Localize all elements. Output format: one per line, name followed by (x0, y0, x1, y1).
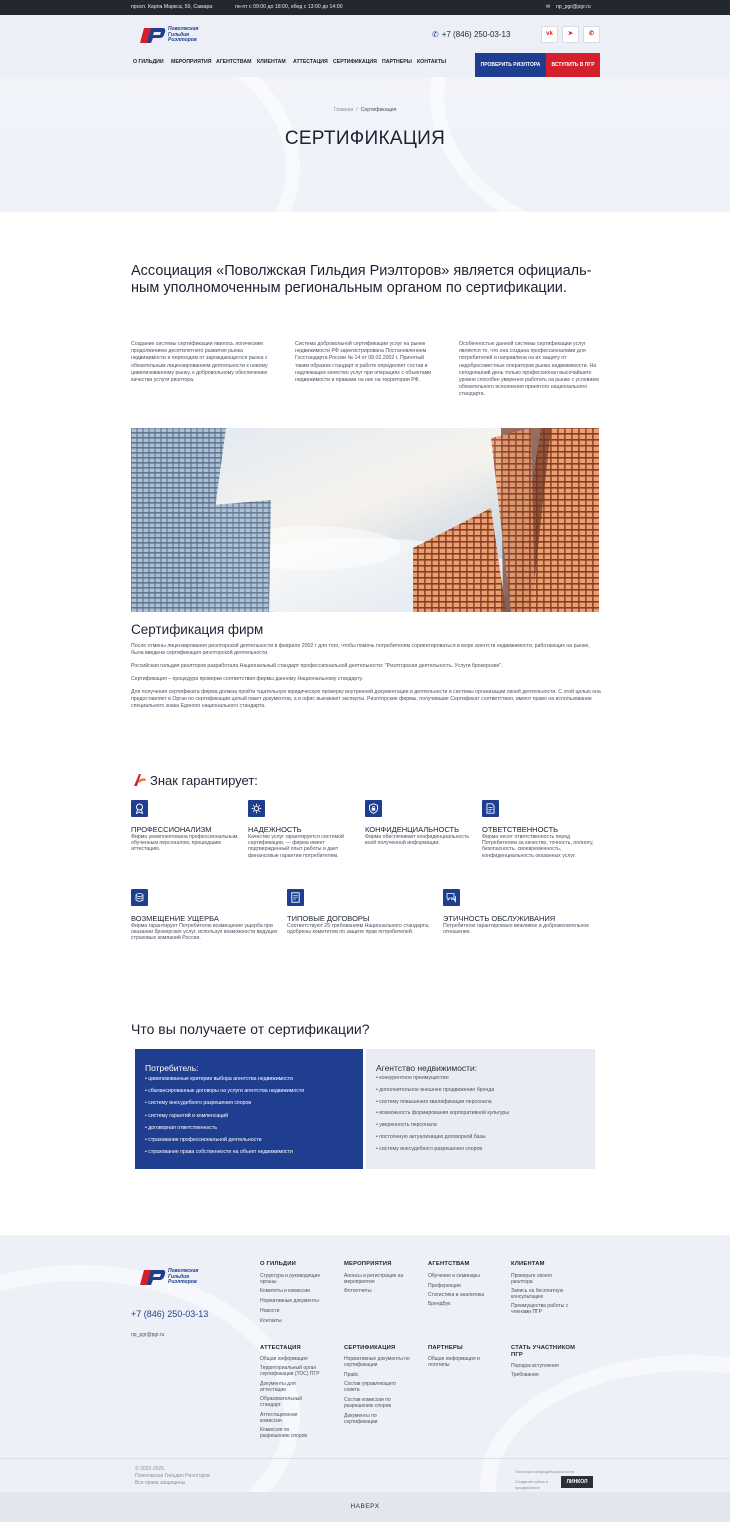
list-item: • возможность формирования корпоративной культуры (376, 1110, 509, 1122)
footer-link[interactable]: Статистика и аналитика (428, 1292, 485, 1298)
skyscrapers-photo (131, 428, 599, 612)
phone-icon: ✆ (432, 30, 439, 39)
guarantee-text: Фирма укомплектована профессиональным, обученным персоналом, прошедшим аттестацию. (131, 834, 239, 853)
join-guild-button[interactable]: ВСТУПИТЬ В ПГР (546, 53, 600, 77)
hero-banner (0, 77, 730, 212)
guarantee-title: ВОЗМЕЩЕНИЕ УЩЕРБА (131, 914, 219, 923)
guarantee-text: Потребителю гарантировано вежливое и доброжелательное отношение. (443, 923, 590, 936)
working-hours: пн-пт с 09:00 до 18:00, обед с 13:00 до 14:00 (235, 4, 343, 10)
top-bar (0, 0, 730, 15)
guarantee-title: ОТВЕТСТВЕННОСТЬ (482, 825, 559, 834)
mail-icon: ✉ (546, 4, 551, 10)
footer-col-title[interactable]: ПАРТНЕРЫ (428, 1345, 463, 1351)
telegram-icon[interactable]: ➤ (562, 26, 579, 43)
breadcrumb (0, 107, 730, 113)
footer-link[interactable]: Образовательный стандарт (260, 1396, 303, 1408)
list-item: • систему внесудебного разрешения споров (376, 1146, 509, 1158)
breadcrumb-current: Сертификация (360, 107, 397, 113)
firms-paragraph: Российская гильдия риэлторов разработала Национальный стандарт профессиональной деятельности: "Риэлторская деятельность. Услуги брокерские". (131, 663, 503, 669)
benefits-title: Что вы получаете от сертификации? (131, 1021, 370, 1037)
logo-line: Поволжская (168, 26, 199, 32)
guarantee-title: КОНФИДЕНЦИАЛЬНОСТЬ (365, 825, 459, 834)
footer-col-title[interactable]: МЕРОПРИЯТИЯ (344, 1261, 392, 1267)
footer-link[interactable]: Общая информация и логотипы (428, 1356, 480, 1368)
list-item: • цивилизованные критерии выбора агентства недвижимости (145, 1076, 304, 1088)
intro-lead (131, 263, 601, 297)
agency-benefits-box (366, 1049, 595, 1169)
nav-item-events[interactable]: МЕРОПРИЯТИЯ (171, 59, 212, 65)
footer-col-title[interactable]: О ГИЛЬДИИ (260, 1261, 296, 1267)
nav-item-agencies[interactable]: АГЕНТСТВАМ (216, 59, 252, 65)
footer-link[interactable]: Преимущества работы с членами ПГР (511, 1303, 569, 1315)
logo-mark-icon[interactable] (136, 25, 166, 45)
footer-link[interactable]: Территориальный орган сертификации (ТОС) ПГР (260, 1365, 320, 1377)
intro-lead-line: Ассоциация «Поволжская Гильдия Риэлторов» является официаль- (131, 263, 592, 279)
footer-link[interactable]: Порядок вступления (511, 1363, 559, 1369)
guarantee-text: Фирма гарантирует Потребителю возмещение ущерба при оказании брокерских услуг, используя возможности ведущих страховых компаний России. (131, 923, 278, 942)
list-item: • конкурентное преимущество (376, 1075, 509, 1087)
logo-line: Гильдия (168, 31, 190, 38)
guarantee-title: НАДЕЖНОСТЬ (248, 825, 302, 834)
footer-link[interactable]: Новости (260, 1308, 280, 1314)
logo-line: Риэлторов (168, 37, 197, 43)
footer-link[interactable]: Общая информация (260, 1356, 308, 1362)
guarantees-title: Знак гарантирует: (150, 773, 258, 788)
footer-email[interactable]: np_pgr@pgr.ru (131, 1332, 165, 1338)
scroll-to-top-button[interactable]: НАВЕРХ (0, 1492, 730, 1522)
lock-shield-icon (365, 800, 382, 817)
list-item: • систему внесудебного разрешения споров (145, 1100, 304, 1112)
privacy-policy-link[interactable]: Политика конфиденциальности (515, 1469, 575, 1474)
copyright-year: © 2022-2025 (135, 1466, 164, 1472)
nav-item-clients[interactable]: КЛИЕНТАМ (257, 59, 286, 65)
logo-text[interactable] (168, 27, 218, 44)
list-item: • уверенность персонала (376, 1122, 509, 1134)
copyright-org: Поволжская Гильдия Риэлторов (135, 1473, 210, 1479)
footer-link[interactable]: Нормативные документы (260, 1298, 319, 1304)
footer (0, 1235, 730, 1492)
guarantee-title: ТИПОВЫЕ ДОГОВОРЫ (287, 914, 370, 923)
footer-link[interactable]: Комитеты и комиссии (260, 1288, 311, 1294)
header-phone-number[interactable]: +7 (846) 250-03-13 (441, 30, 511, 39)
contract-icon (287, 889, 304, 906)
document-icon (482, 800, 499, 817)
header-phone[interactable] (432, 30, 510, 39)
breadcrumb-separator: / (356, 107, 358, 113)
intro-column-2: Система добровольной сертификации услуг на рынке недвижимости РФ зарегистрирована Постановлением Госстандарта России № 14 от 08.02.2002 г. Принятый таким образом стандарт в работе определяет состав и надлежащее качество услуг при операциях с объектами недвижимости и правами на них на территории РФ. (295, 341, 432, 384)
guarantee-title: ЭТИЧНОСТЬ ОБСЛУЖИВАНИЯ (443, 914, 556, 923)
firms-paragraph: Для получения сертификата фирма должна пройти тщательную юридическую проверку внутренней документации и деятельности и системы организации своей деятельности. С этой целью она предоставляет в Орган по сертификации целый пакет документов, а в офис выезжают эксперты. Риэлторские фирмы, получившие Сертификат соответствия, имеют право на использование специального знака Единого национального стандарта. (131, 689, 601, 710)
footer-col-title[interactable]: КЛИЕНТАМ (511, 1261, 545, 1267)
gear-icon (248, 800, 265, 817)
footer-logo-text[interactable] (168, 1269, 218, 1286)
guarantee-text: Соответствуют 25 требованиям Национального стандарта, одобрены комитетом по защите прав потребителей. (287, 923, 430, 936)
logo-line: Поволжская (168, 1268, 199, 1274)
footer-logo-mark-icon[interactable] (136, 1267, 166, 1287)
footer-link[interactable]: Требования (511, 1372, 539, 1378)
guild-sign-icon (133, 773, 147, 787)
agency-title: Агентство недвижимости: (376, 1063, 478, 1073)
logo-line: Риэлторов (168, 1279, 197, 1285)
chat-icon (443, 889, 460, 906)
firms-title: Сертификация фирм (131, 622, 264, 637)
footer-link[interactable]: Нормативные документы по сертификации (344, 1356, 410, 1368)
list-item: • постоянную актуализацию договорной базы (376, 1134, 509, 1146)
intro-lead-line: ным уполномоченным региональным органом по сертификации. (131, 280, 567, 296)
guarantee-text: Фирма обеспечивает конфиденциальность всей полученной информации. (365, 834, 470, 847)
list-item: • систему повышения квалификации персонала (376, 1099, 509, 1111)
list-item: • сбалансированные договоры на услуги агентства недвижимости (145, 1088, 304, 1100)
footer-link[interactable]: Анонсы и регистрация на мероприятия (344, 1273, 404, 1285)
address: просп. Карла Маркса, 59, Самара (131, 4, 213, 10)
consumer-benefits-box (135, 1049, 363, 1169)
coins-icon (131, 889, 148, 906)
logo-line: Гильдия (168, 1273, 190, 1280)
nav-item-certification[interactable]: СЕРТИФИКАЦИЯ (333, 59, 377, 65)
footer-phone[interactable]: +7 (846) 250-03-13 (131, 1309, 209, 1319)
vk-icon[interactable]: vk (541, 26, 558, 43)
footer-link[interactable]: Обучение и семинары (428, 1273, 480, 1279)
guarantee-title: ПРОФЕССИОНАЛИЗМ (131, 825, 212, 834)
nav-item-attestation[interactable]: АТТЕСТАЦИЯ (293, 59, 328, 65)
footer-link[interactable]: БрендБук (428, 1301, 451, 1307)
footer-link[interactable]: Состав управляющего совета (344, 1381, 396, 1393)
footer-link[interactable]: Документы по сертификации (344, 1413, 378, 1425)
footer-link[interactable]: Структура и руководящие органы (260, 1273, 321, 1285)
top-email-link[interactable]: np_pgr@pgr.ru (556, 4, 591, 10)
footer-link[interactable]: Аттестационная комиссия (260, 1412, 298, 1424)
check-realtor-button[interactable]: ПРОВЕРИТЬ РИЭЛТОРА (475, 53, 546, 77)
intro-column-3: Особенностью данной системы сертификации услуг является то, что она создана профессионалами для потребителей и направлена на их защиту от недобросовестных операторов рынка недвижимости. На сегодняшний день только профессионал высочайшего уровня способен уверенно работать на рынке с условием обязательного исполнения принятого национального стандарта. (459, 341, 599, 398)
footer-link[interactable]: Запись на бесплатную консультацию (511, 1288, 564, 1300)
footer-link[interactable]: Контакты (260, 1318, 282, 1324)
footer-col-title[interactable]: АТТЕСТАЦИЯ (260, 1345, 301, 1351)
developer-label: Создание сайта и продвижение (515, 1479, 548, 1490)
nav-item-guild[interactable]: О ГИЛЬДИИ (133, 59, 164, 65)
page-title: СЕРТИФИКАЦИЯ (284, 128, 446, 149)
medal-icon (131, 800, 148, 817)
copyright-rights: Все права защищены (135, 1480, 186, 1486)
list-item: • договорная ответственность (145, 1125, 304, 1137)
consumer-benefits-list (145, 1076, 304, 1161)
footer-divider (0, 1458, 730, 1459)
consumer-title: Потребитель: (145, 1063, 199, 1073)
footer-link[interactable]: Преференции (428, 1283, 461, 1289)
list-item: • страхование права собственности на объект недвижимости (145, 1149, 304, 1161)
header (0, 15, 730, 77)
agency-benefits-list (376, 1075, 509, 1158)
list-item: • систему гарантий и компенсаций (145, 1113, 304, 1125)
footer-col-title[interactable]: АГЕНТСТВАМ (428, 1261, 470, 1267)
whatsapp-icon[interactable]: ✆ (583, 26, 600, 43)
list-item: • дополнительное внешнее продвижение бренда (376, 1087, 509, 1099)
guarantee-text: Качество услуг гарантируется системой сертификации, — фирма имеет подтвержденный опыт работы и дает финансовые гарантии потребителям. (248, 834, 344, 859)
footer-link[interactable]: Проверьте своего риэлтора (511, 1273, 553, 1285)
firms-paragraph: Сертификация – процедура проверки соответствия фирмы данному Национальному стандарту. (131, 676, 364, 682)
footer-link[interactable]: Состав комиссии по разрешению споров (344, 1397, 392, 1409)
list-item: • страхование профессиональной деятельности (145, 1137, 304, 1149)
footer-link[interactable]: Комиссия по разрешению споров (260, 1427, 308, 1439)
footer-link[interactable]: Документы для аттестации (260, 1381, 296, 1393)
breadcrumb-home[interactable]: Главная (333, 107, 354, 113)
guarantee-text: Фирма несет ответственность перед Потребителем за качество, точность, полноту, безопасность, своевременность, конфиденциальность оказанных услуг. (482, 834, 594, 859)
footer-col-title[interactable]: СТАТЬ УЧАСТНИКОМ ПГР (511, 1345, 576, 1358)
nav-item-contacts[interactable]: КОНТАКТЫ (417, 59, 447, 65)
footer-col-title[interactable]: СЕРТИФИКАЦИЯ (344, 1345, 396, 1351)
footer-link[interactable]: Фотоотчеты (344, 1288, 372, 1294)
firms-paragraph: После отмены лицензирования риэлторской деятельности в феврале 2002 г для того, чтобы помочь потребителям сориентироваться в море агентств недвижимости, работающих на рынке, была введена сертификация риэлторской деятельности. (131, 643, 590, 657)
developer-logo[interactable]: ЛИНКОЛ (561, 1476, 593, 1488)
nav-item-partners[interactable]: ПАРТНЕРЫ (382, 59, 412, 65)
footer-link[interactable]: Прайс (344, 1372, 359, 1378)
intro-column-1: Создание системы сертификации явилось логическим продолжением десятилетнего развития рынка недвижимости и переходом от зарождающегося рынка с обязательным лицензированием деятельности к новому цивилизованному рынку, к добровольному обеспечению качества услуги риэлтора. (131, 341, 268, 384)
